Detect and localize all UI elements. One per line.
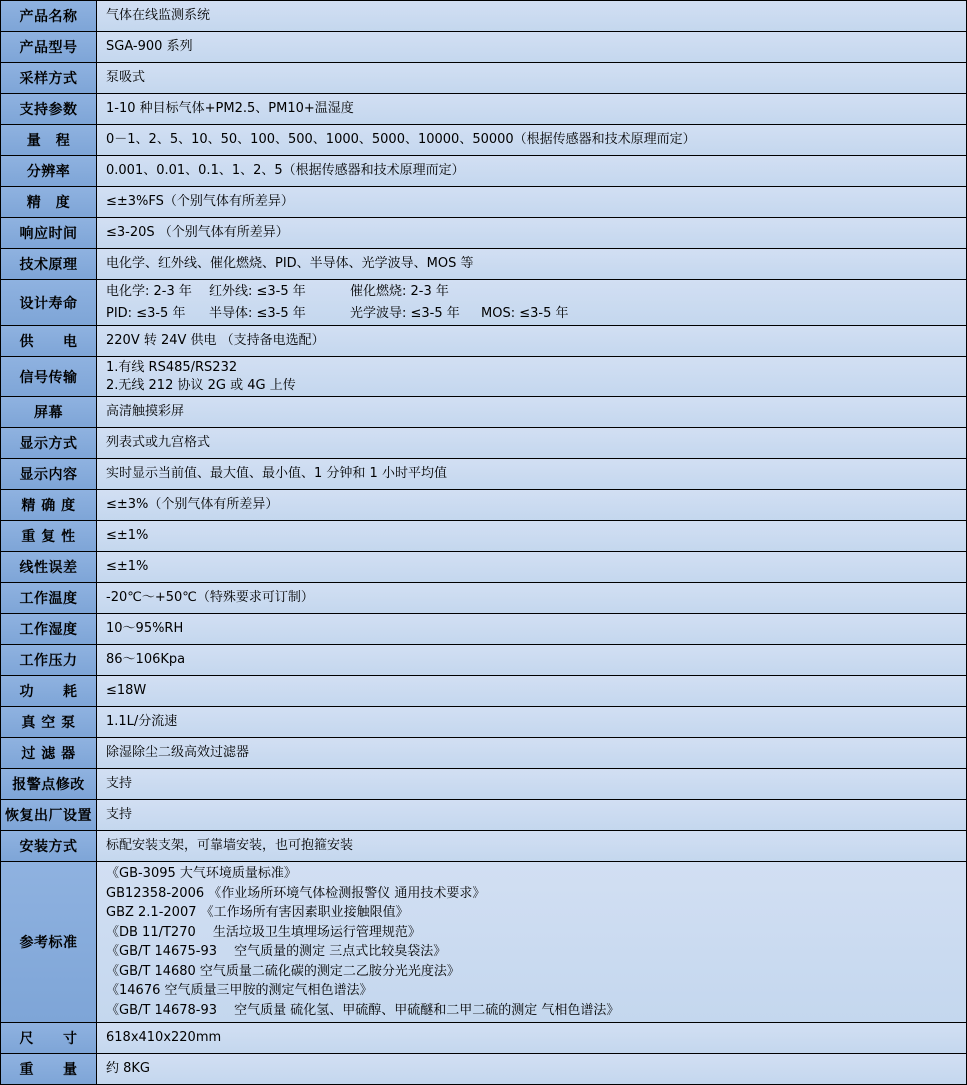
row-value: 618x410x220mm xyxy=(97,1023,966,1053)
design-life-catalytic: 催化燃烧: 2-3 年 xyxy=(350,283,449,299)
row-label: 设计寿命 xyxy=(1,280,97,325)
design-life-optical: 光学波导: ≤3-5 年 xyxy=(350,305,460,321)
spec-row-parameters xyxy=(1,94,966,125)
row-value: 泵吸式 xyxy=(97,63,966,93)
row-label: 产品型号 xyxy=(1,32,97,62)
spec-row-range xyxy=(1,125,966,156)
row-label: 显示内容 xyxy=(1,459,97,489)
standard-item: GB12358-2006 《作业场所环境气体检测报警仪 通用技术要求》 xyxy=(106,885,486,901)
spec-row-signal-transmission xyxy=(1,357,966,397)
standard-item: 《GB/T 14680 空气质量二硫化碳的测定二乙胺分光光度法》 xyxy=(106,963,460,979)
row-value xyxy=(97,862,966,1022)
row-value: 86～106Kpa xyxy=(97,645,966,675)
row-value: 220V 转 24V 供电 （支持备电选配） xyxy=(97,326,966,356)
row-value: ≤18W xyxy=(97,676,966,706)
row-value: 0.001、0.01、0.1、1、2、5（根据传感器和技术原理而定） xyxy=(97,156,966,186)
row-label: 供 电 xyxy=(1,326,97,356)
spec-row-power-consumption xyxy=(1,676,966,707)
spec-row-screen xyxy=(1,397,966,428)
row-value: 实时显示当前值、最大值、最小值、1 分钟和 1 小时平均值 xyxy=(97,459,966,489)
spec-row-working-temperature xyxy=(1,583,966,614)
spec-row-sampling xyxy=(1,63,966,94)
standard-item: 《14676 空气质量三甲胺的测定气相色谱法》 xyxy=(106,983,373,998)
row-label: 精 确 度 xyxy=(1,490,97,520)
spec-row-precision xyxy=(1,490,966,521)
spec-row-filter xyxy=(1,738,966,769)
spec-row-installation xyxy=(1,831,966,862)
row-value: 气体在线监测系统 xyxy=(97,1,966,31)
row-label: 工作压力 xyxy=(1,645,97,675)
standard-item: 《GB-3095 大气环境质量标准》 xyxy=(106,866,297,881)
row-value xyxy=(97,280,966,325)
row-label: 量 程 xyxy=(1,125,97,155)
row-label: 功 耗 xyxy=(1,676,97,706)
row-value: ≤±3%（个别气体有所差异） xyxy=(97,490,966,520)
row-value: 支持 xyxy=(97,769,966,799)
spec-row-linearity-error xyxy=(1,552,966,583)
standard-item: 《DB 11/T270 生活垃圾卫生填埋场运行管理规范》 xyxy=(106,924,421,940)
row-value: ≤±3%FS（个别气体有所差异） xyxy=(97,187,966,217)
signal-line-wired: 1.有线 RS485/RS232 xyxy=(106,359,238,375)
spec-row-repeatability xyxy=(1,521,966,552)
design-life-infrared: 红外线: ≤3-5 年 xyxy=(209,283,306,299)
row-label: 响应时间 xyxy=(1,218,97,248)
spec-row-power-supply xyxy=(1,326,966,357)
row-value: ≤±1% xyxy=(97,552,966,582)
spec-row-working-pressure xyxy=(1,645,966,676)
row-label: 尺 寸 xyxy=(1,1023,97,1053)
row-label: 恢复出厂设置 xyxy=(1,800,97,830)
spec-row-working-humidity xyxy=(1,614,966,645)
spec-row-alarm-point xyxy=(1,769,966,800)
design-life-mos: MOS: ≤3-5 年 xyxy=(481,305,569,321)
row-label: 屏幕 xyxy=(1,397,97,427)
design-life-line-2 xyxy=(106,303,957,325)
signal-line-wireless: 2.无线 212 协议 2G 或 4G 上传 xyxy=(106,377,296,393)
row-label: 线性误差 xyxy=(1,552,97,582)
row-value: -20℃～+50℃（特殊要求可订制） xyxy=(97,583,966,613)
spec-row-weight xyxy=(1,1054,966,1085)
row-label: 采样方式 xyxy=(1,63,97,93)
row-label: 过 滤 器 xyxy=(1,738,97,768)
row-label: 重 复 性 xyxy=(1,521,97,551)
row-label: 信号传输 xyxy=(1,357,97,396)
spec-row-vacuum-pump xyxy=(1,707,966,738)
row-label: 工作湿度 xyxy=(1,614,97,644)
row-value: ≤±1% xyxy=(97,521,966,551)
row-value: 1.1L/分流速 xyxy=(97,707,966,737)
spec-row-product-name xyxy=(1,1,966,32)
row-label: 显示方式 xyxy=(1,428,97,458)
row-value: 高清触摸彩屏 xyxy=(97,397,966,427)
spec-row-response-time xyxy=(1,218,966,249)
spec-row-design-life xyxy=(1,280,966,326)
spec-row-display-mode xyxy=(1,428,966,459)
row-label: 产品名称 xyxy=(1,1,97,31)
row-label: 分辨率 xyxy=(1,156,97,186)
row-value: 10～95%RH xyxy=(97,614,966,644)
row-value xyxy=(97,357,966,396)
row-value: 0－1、2、5、10、50、100、500、1000、5000、10000、50000（根据传感器和技术原理而定） xyxy=(97,125,966,155)
spec-row-model xyxy=(1,32,966,63)
row-value: 电化学、红外线、催化燃烧、PID、半导体、光学波导、MOS 等 xyxy=(97,249,966,279)
spec-row-dimensions xyxy=(1,1023,966,1054)
row-label: 真 空 泵 xyxy=(1,707,97,737)
row-label: 支持参数 xyxy=(1,94,97,124)
row-value: 1-10 种目标气体+PM2.5、PM10+温湿度 xyxy=(97,94,966,124)
row-value: 列表式或九宫格式 xyxy=(97,428,966,458)
row-value: 支持 xyxy=(97,800,966,830)
spec-row-reference-standards xyxy=(1,862,966,1023)
standard-item: GBZ 2.1-2007 《工作场所有害因素职业接触限值》 xyxy=(106,905,409,920)
row-label: 工作温度 xyxy=(1,583,97,613)
design-life-line-1 xyxy=(106,281,957,303)
row-label: 技术原理 xyxy=(1,249,97,279)
row-label: 重 量 xyxy=(1,1054,97,1084)
row-value: SGA-900 系列 xyxy=(97,32,966,62)
spec-row-accuracy xyxy=(1,187,966,218)
row-value: 约 8KG xyxy=(97,1054,966,1084)
row-value: 除湿除尘二级高效过滤器 xyxy=(97,738,966,768)
spec-row-display-content xyxy=(1,459,966,490)
row-value: ≤3-20S （个别气体有所差异） xyxy=(97,218,966,248)
row-label: 精 度 xyxy=(1,187,97,217)
spec-row-resolution xyxy=(1,156,966,187)
design-life-semiconductor: 半导体: ≤3-5 年 xyxy=(209,305,306,321)
row-label: 安装方式 xyxy=(1,831,97,861)
spec-row-factory-reset xyxy=(1,800,966,831)
standard-item: 《GB/T 14678-93 空气质量 硫化氢、甲硫醇、甲硫醚和二甲二硫的测定 气相色谱法》 xyxy=(106,1002,620,1018)
spec-row-technology xyxy=(1,249,966,280)
design-life-electrochemical: 电化学: 2-3 年 xyxy=(106,283,192,299)
standard-item: 《GB/T 14675-93 空气质量的测定 三点式比较臭袋法》 xyxy=(106,944,447,959)
row-label: 参考标准 xyxy=(1,862,97,1022)
row-value: 标配安装支架，可靠墙安装，也可抱箍安装 xyxy=(97,831,966,861)
row-label: 报警点修改 xyxy=(1,769,97,799)
design-life-pid: PID: ≤3-5 年 xyxy=(106,305,186,321)
